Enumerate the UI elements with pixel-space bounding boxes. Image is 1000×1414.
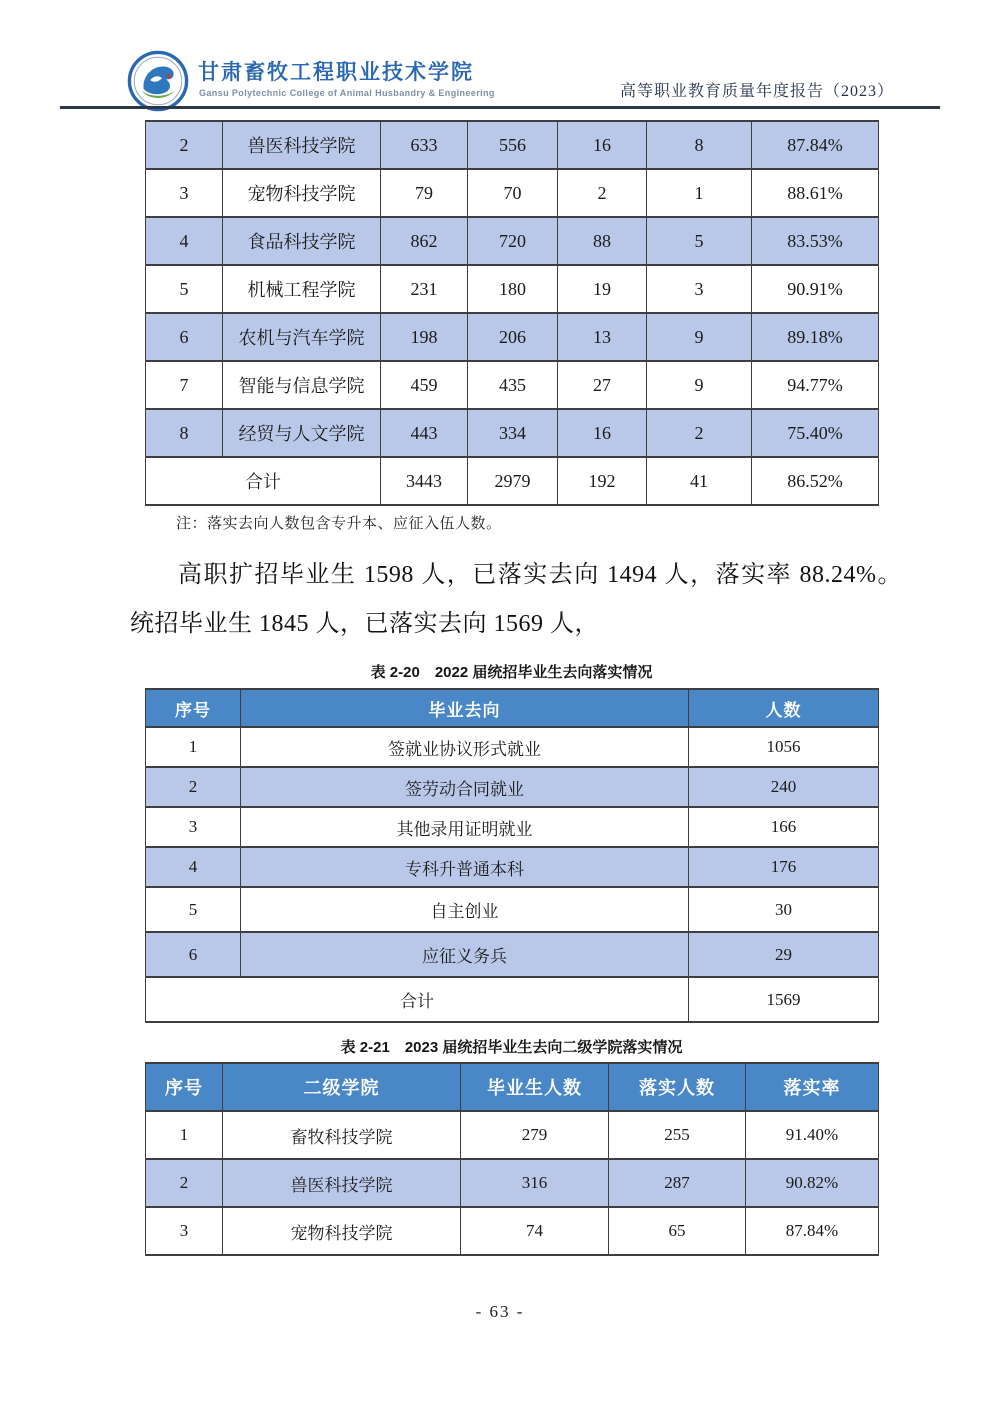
table-row — [146, 1207, 879, 1255]
cell-value: 443 — [381, 409, 468, 457]
cell-value: 287 — [609, 1159, 746, 1207]
cell-serial: 5 — [146, 887, 241, 932]
column-header: 落实人数 — [609, 1063, 746, 1111]
page-number: - 63 - — [475, 1302, 525, 1321]
table-row — [146, 847, 879, 887]
table-row — [146, 265, 879, 313]
college-placement-table — [145, 120, 879, 506]
cell-value: 633 — [381, 121, 468, 169]
table-2-20 — [145, 688, 879, 1023]
cell-serial: 3 — [146, 1207, 223, 1255]
paragraph-line: 高职扩招毕业生 1598 人，已落实去向 1494 人，落实率 88.24%。 — [178, 562, 902, 588]
cell-college: 兽医科技学院 — [223, 1159, 461, 1207]
cell-count: 1569 — [689, 977, 879, 1022]
column-header: 二级学院 — [223, 1063, 461, 1111]
cell-serial: 7 — [146, 361, 223, 409]
cell-destination: 签就业协议形式就业 — [241, 727, 689, 767]
table-row — [146, 1111, 879, 1159]
college-name: 甘肃畜牧工程职业技术学院 — [198, 60, 474, 84]
cell-college: 兽医科技学院 — [223, 121, 381, 169]
cell-destination: 自主创业 — [241, 887, 689, 932]
cell-total-label: 合计 — [146, 977, 689, 1022]
cell-value: 459 — [381, 361, 468, 409]
cell-count: 166 — [689, 807, 879, 847]
cell-value: 198 — [381, 313, 468, 361]
cell-count: 30 — [689, 887, 879, 932]
cell-value: 27 — [558, 361, 647, 409]
college-name-english: Gansu Polytechnic College of Animal Husbandry & Engineering — [199, 88, 495, 98]
cell-value: 65 — [609, 1207, 746, 1255]
cell-value: 2979 — [468, 457, 558, 505]
cell-rate: 86.52% — [752, 457, 879, 505]
table-2-20-caption: 表 2-20 2022 届统招毕业生去向落实情况 — [370, 664, 653, 681]
cell-value: 9 — [647, 313, 752, 361]
table-2-21-caption: 表 2-21 2023 届统招毕业生去向二级学院落实情况 — [340, 1039, 683, 1056]
cell-destination: 签劳动合同就业 — [241, 767, 689, 807]
column-header: 序号 — [146, 1063, 223, 1111]
cell-value: 255 — [609, 1111, 746, 1159]
cell-value: 862 — [381, 217, 468, 265]
cell-college: 机械工程学院 — [223, 265, 381, 313]
cell-value: 88 — [558, 217, 647, 265]
cell-rate: 94.77% — [752, 361, 879, 409]
cell-value: 3 — [647, 265, 752, 313]
cell-serial: 1 — [146, 727, 241, 767]
cell-rate: 89.18% — [752, 313, 879, 361]
cell-college: 经贸与人文学院 — [223, 409, 381, 457]
cell-rate: 87.84% — [752, 121, 879, 169]
cell-serial: 2 — [146, 121, 223, 169]
cell-college: 畜牧科技学院 — [223, 1111, 461, 1159]
cell-destination: 应征义务兵 — [241, 932, 689, 977]
column-header: 毕业生人数 — [461, 1063, 609, 1111]
table-header-row — [146, 1063, 879, 1111]
cell-serial: 3 — [146, 169, 223, 217]
cell-rate: 91.40% — [746, 1111, 879, 1159]
cell-value: 41 — [647, 457, 752, 505]
cell-count: 29 — [689, 932, 879, 977]
cell-count: 240 — [689, 767, 879, 807]
cell-value: 316 — [461, 1159, 609, 1207]
cell-rate: 83.53% — [752, 217, 879, 265]
column-header: 人数 — [689, 689, 879, 727]
body-paragraph — [130, 551, 902, 649]
header-divider — [60, 106, 940, 109]
report-title: 高等职业教育质量年度报告（2023） — [619, 83, 894, 100]
cell-serial: 3 — [146, 807, 241, 847]
cell-destination: 专科升普通本科 — [241, 847, 689, 887]
table-2-21 — [145, 1062, 879, 1256]
cell-serial: 4 — [146, 847, 241, 887]
cell-rate: 75.40% — [752, 409, 879, 457]
cell-value: 720 — [468, 217, 558, 265]
cell-serial: 6 — [146, 313, 223, 361]
cell-value: 13 — [558, 313, 647, 361]
table-row — [146, 767, 879, 807]
cell-college: 智能与信息学院 — [223, 361, 381, 409]
cell-value: 279 — [461, 1111, 609, 1159]
cell-value: 19 — [558, 265, 647, 313]
table-header-row — [146, 689, 879, 727]
cell-value: 1 — [647, 169, 752, 217]
cell-value: 206 — [468, 313, 558, 361]
cell-count: 1056 — [689, 727, 879, 767]
cell-value: 74 — [461, 1207, 609, 1255]
cell-rate: 87.84% — [746, 1207, 879, 1255]
cell-value: 556 — [468, 121, 558, 169]
table-row — [146, 217, 879, 265]
cell-college: 宠物科技学院 — [223, 169, 381, 217]
cell-serial: 5 — [146, 265, 223, 313]
cell-serial: 2 — [146, 1159, 223, 1207]
cell-value: 3443 — [381, 457, 468, 505]
table-row — [146, 932, 879, 977]
cell-value: 2 — [558, 169, 647, 217]
table-total-row — [146, 457, 879, 505]
cell-value: 16 — [558, 121, 647, 169]
column-header: 落实率 — [746, 1063, 879, 1111]
cell-value: 70 — [468, 169, 558, 217]
cell-value: 231 — [381, 265, 468, 313]
cell-serial: 4 — [146, 217, 223, 265]
table-row — [146, 361, 879, 409]
cell-college: 农机与汽车学院 — [223, 313, 381, 361]
cell-value: 8 — [647, 121, 752, 169]
cell-rate: 88.61% — [752, 169, 879, 217]
cell-college: 宠物科技学院 — [223, 1207, 461, 1255]
cell-serial: 2 — [146, 767, 241, 807]
cell-destination: 其他录用证明就业 — [241, 807, 689, 847]
table-row — [146, 1159, 879, 1207]
cell-college: 食品科技学院 — [223, 217, 381, 265]
column-header: 毕业去向 — [241, 689, 689, 727]
paragraph-line: 统招毕业生 1845 人，已落实去向 1569 人， — [130, 611, 599, 637]
table-note: 注：落实去向人数包含专升本、应征入伍人数。 — [176, 516, 502, 532]
cell-value: 2 — [647, 409, 752, 457]
cell-value: 192 — [558, 457, 647, 505]
table-row — [146, 313, 879, 361]
table-row — [146, 409, 879, 457]
cell-serial: 6 — [146, 932, 241, 977]
cell-value: 79 — [381, 169, 468, 217]
table-row — [146, 807, 879, 847]
cell-value: 9 — [647, 361, 752, 409]
cell-value: 180 — [468, 265, 558, 313]
table-row — [146, 887, 879, 932]
table-row — [146, 169, 879, 217]
cell-total-label: 合计 — [146, 457, 381, 505]
column-header: 序号 — [146, 689, 241, 727]
cell-value: 16 — [558, 409, 647, 457]
table-row — [146, 727, 879, 767]
cell-rate: 90.91% — [752, 265, 879, 313]
cell-count: 176 — [689, 847, 879, 887]
cell-value: 334 — [468, 409, 558, 457]
cell-value: 5 — [647, 217, 752, 265]
table-row — [146, 121, 879, 169]
cell-rate: 90.82% — [746, 1159, 879, 1207]
cell-serial: 1 — [146, 1111, 223, 1159]
cell-value: 435 — [468, 361, 558, 409]
cell-serial: 8 — [146, 409, 223, 457]
college-emblem-icon — [127, 50, 189, 112]
table-total-row — [146, 977, 879, 1022]
